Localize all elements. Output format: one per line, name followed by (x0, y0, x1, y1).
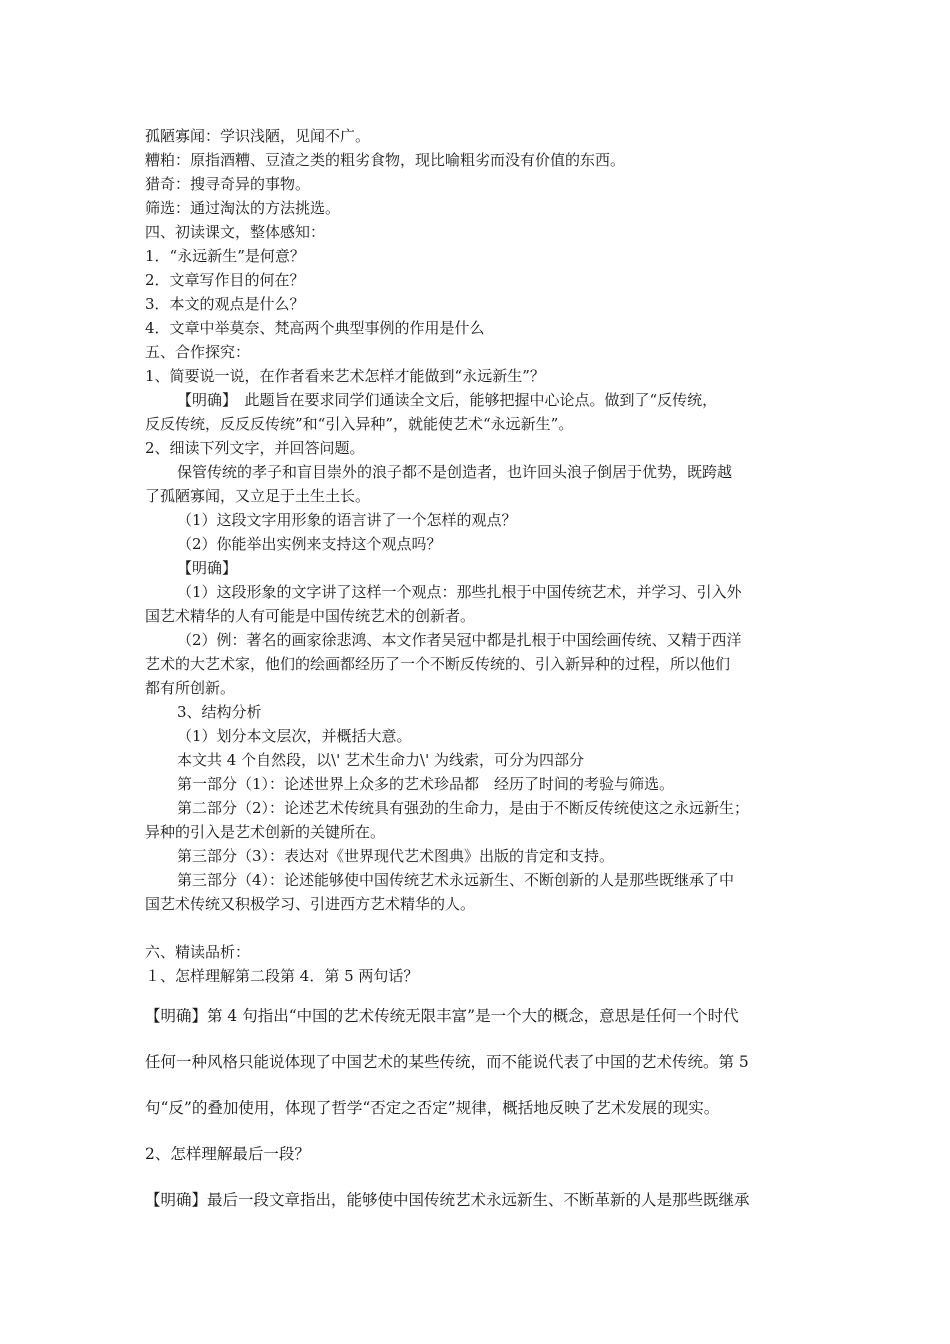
structure-part: 第三部分（4）：论述能够使中国传统艺术永远新生、不断创新的人是那些既继承了中 (177, 871, 735, 889)
passage-line: 保管传统的孝子和盲目崇外的浪子都不是创造者，也许回头浪子倒居于优势，既跨越 (177, 463, 733, 481)
structure-part: 第二部分（2）：论述艺术传统具有强劲的生命力，是由于不断反传统使这之永远新生； (177, 799, 750, 817)
passage-line: 了孤陋寡闻，又立足于土生土长。 (145, 487, 371, 505)
spacer (145, 1080, 815, 1090)
question-line: 3．本文的观点是什么？ (145, 295, 305, 313)
section-heading: 六、精读品析： (145, 943, 251, 961)
answer-line: 【明确】第 4 句指出“中国的艺术传统无限丰富”是一个大的概念，意思是任何一个时代 (145, 1007, 739, 1025)
answer-line: 艺术的大艺术家，他们的绘画都经历了一个不断反传统的、引入新异种的过程，所以他们 (145, 655, 731, 673)
structure-part: 国艺术传统又积极学习、引进西方艺术精华的人。 (145, 895, 476, 913)
answer-line: 反反传统，反反反传统”和“引入异种”，就能使艺术“永远新生”。 (145, 415, 574, 433)
answer-line: 国艺术精华的人有可能是中国传统艺术的创新者。 (145, 607, 476, 625)
spacer (145, 1126, 815, 1136)
sub-question-line: （2）你能举出实例来支持这个观点吗？ (177, 535, 442, 553)
question-line: 2、怎样理解最后一段？ (145, 1145, 310, 1163)
vocab-line: 猎奇：搜寻奇异的事物。 (145, 175, 311, 193)
question-line: 2．文章写作目的何在？ (145, 271, 305, 289)
question-line: 4．文章中举莫奈、梵高两个典型事例的作用是什么 (145, 319, 485, 337)
structure-part: 第三部分（3）：表达对《世界现代艺术图典》出版的肯定和支持。 (177, 847, 615, 865)
answer-line: 都有所创新。 (145, 679, 236, 697)
question-line: １、怎样理解第二段第 4．第 5 两句话？ (145, 967, 419, 985)
spacer (145, 1172, 815, 1182)
structure-intro: 本文共 4 个自然段，以\' 艺术生命力\' 为线索，可分为四部分 (177, 751, 584, 769)
vocab-line: 孤陋寡闻：学识浅陋，见闻不广。 (145, 127, 371, 145)
question-line: 1、简要说一说，在作者看来艺术怎样才能做到“永远新生”？ (145, 367, 545, 385)
answer-line: 【明确】最后一段文章指出，能够使中国传统艺术永远新生、不断革新的人是那些既继承 (145, 1191, 750, 1209)
answer-line: 句“反”的叠加使用，体现了哲学“否定之否定”规律，概括地反映了艺术发展的现实。 (145, 1099, 720, 1117)
answer-line: 【明确】 此题旨在要求同学们通读全文后，能够把握中心论点。做到了“反传统， (177, 391, 718, 409)
sub-question-line: （1）划分本文层次，并概括大意。 (177, 727, 412, 745)
section-heading: 四、初读课文，整体感知： (145, 223, 326, 241)
section-heading: 五、合作探究： (145, 343, 251, 361)
answer-line: 任何一种风格只能说体现了中国艺术的某些传统，而不能说代表了中国的艺术传统。第 5 (145, 1053, 749, 1071)
question-line: 3、结构分析 (177, 703, 262, 721)
question-line: 2、细读下列文字，并回答问题。 (145, 439, 365, 457)
spacer (145, 988, 815, 998)
structure-part: 第一部分（1）：论述世界上众多的艺术珍品都 经历了时间的考验与筛选。 (177, 775, 675, 793)
structure-part: 异种的引入是艺术创新的关键所在。 (145, 823, 386, 841)
vocab-line: 糟粕：原指酒糟、豆渣之类的粗劣食物，现比喻粗劣而没有价值的东西。 (145, 151, 626, 169)
question-line: 1．“永远新生”是何意？ (145, 247, 305, 265)
blank-line (145, 916, 815, 940)
answer-line: （1）这段形象的文字讲了这样一个观点：那些扎根于中国传统艺术，并学习、引入外 (177, 583, 742, 601)
answer-label: 【明确】 (177, 559, 238, 577)
vocab-line: 筛选：通过淘汰的方法挑选。 (145, 199, 341, 217)
sub-question-line: （1）这段文字用形象的语言讲了一个怎样的观点？ (177, 511, 517, 529)
document-page (145, 124, 815, 1218)
answer-line: （2）例：著名的画家徐悲鸿、本文作者吴冠中都是扎根于中国绘画传统、又精于西洋 (177, 631, 742, 649)
spacer (145, 1034, 815, 1044)
